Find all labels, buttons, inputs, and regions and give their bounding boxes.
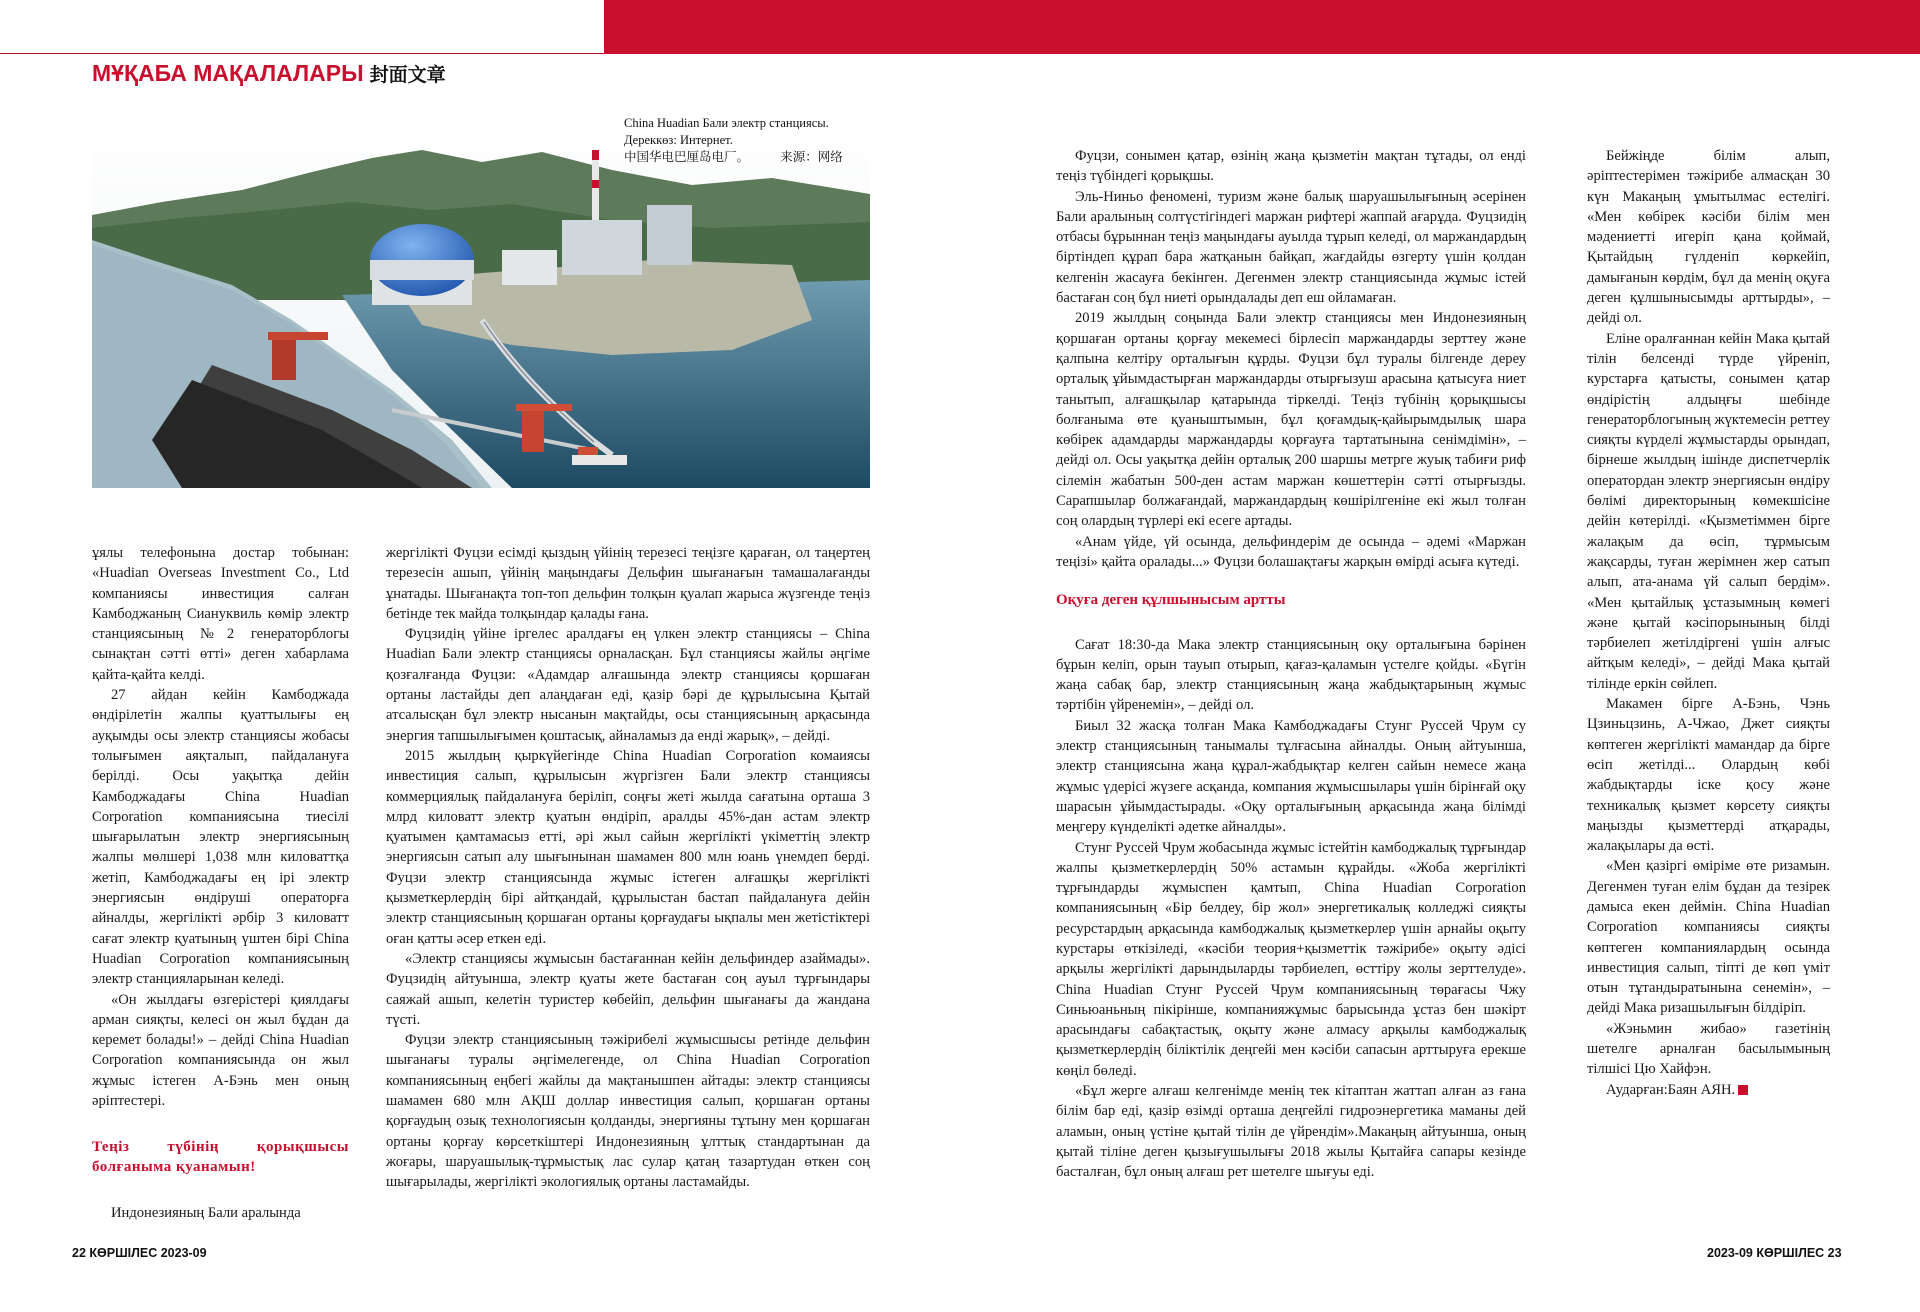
photo-caption: [624, 115, 843, 166]
col1-paragraph-2: 27 айдан кейін Камбоджада өндірілетін жалпы қуаттылығы ең ауқымды осы электр станциясы жобасы толығымен аяқталып, пайдалануға берілді. Осы уақытқа дейін Камбоджадағы China Huadian Corporation компаниясына тиесілі шығарылатын электр энергиясының жалпы мөлшері 1,038 млн киловаттқа жетіп, Камбоджадағы ең ірі электр энергиясын өндіруші операторға айналды, жергілікті әрбір 3 киловатт сағат электр қуатының үштен бірі China Huadian Corporation компаниясының электр станцияларынан келеді.: [92, 687, 349, 988]
article-column-1: [92, 543, 349, 1224]
power-station-illustration: [92, 110, 870, 488]
col3-paragraph-3: 2019 жылдың соңында Бали электр станциясы мен Индонезияның қоршаған ортаны қорғау мекемесі бірлесіп маржандарды зерттеу және қалпына келтіру орталығын құрды. Фуцзи бұл туралы білгенде дереу орталық ұйымдастырған маржандарды отырғызуш арасына қатысуға ниет танытып, алғашқылар қатарында тіркелді. Теңіз түбінің қорықшысы болғаныма өте қуаныштымын, бұл қоғамдық-қайырымдылық шара көбірек адамдарды маржандарды қорғауға тартатынына сенімдімін», – дейді ол. Осы уақытқа дейін орталық 200 шаршы метрге жуық табиғи риф сілемін жабатын 500-ден астам маржан көшеттерін сәтті отырғызды. Сарапшылар болжағандай, маржандардың көшірілгеніне екі жыл толған соң олардың түрлері екі есеге артады.: [1056, 310, 1526, 530]
section-title-text: МҰҚАБА МАҚАЛАЛАРЫ: [92, 60, 364, 86]
col3-subheading: Оқуға деген құлшынысым артты: [1056, 592, 1286, 609]
translator-name: Аударған:Баян АЯН.: [1605, 1081, 1736, 1098]
translator-credit: [1587, 1080, 1830, 1100]
col3-paragraph-1: Фуцзи, сонымен қатар, өзінің жаңа қызметін мақтан тұтады, ол енді теңіз түбіндегі қорықшы.: [1056, 148, 1526, 185]
col3-paragraph-8: «Бұл жерге алғаш келгенімде менің тек кітаптан жаттап алған аз ғана білім бар еді, қазір өзімді орташа деңгейлі гидроэнергетика маманы дей аламын, оның үстіне қытай тілін де үйрендім».Макаңың айтуынша, оның қытай тіліне деген қызығушылығы 2018 жылы Қытайға сапары кезінде басталған, бұл оның алғаш рет шетелге шығуы еді.: [1056, 1083, 1526, 1181]
folio-right: 2023-09 КӨРШІЛЕС 23: [1707, 1246, 1842, 1260]
article-column-3: [1056, 146, 1526, 1183]
col3-paragraph-4: «Анам үйде, үй осында, дельфиндерім де осында – әдемі «Маржан теңізі» қайта оралады...» Фуцзи болашақтағы жарқын өмірді асыға күтеді.: [1056, 533, 1526, 570]
article-column-4: [1587, 146, 1830, 1100]
col2-paragraph-2: Фуцзидің үйіне іргелес аралдағы ең үлкен электр станциясы – China Huadian Бали электр станциясы орналасқан. Бұл станциясы жайлы әңгіме қозғалғанда Фуцзи: «Адамдар алғашында электр станциясы қоршаған ортаны ластайды деп алаңдаған еді, қазір бәрі де құрылысына Қытай атсалысқан бұл электр нысанын мақтайды, осы станциясының арқасында энергия тапшылығымен қоштасық, айналамыз да енді жарық», – дейді.: [386, 626, 870, 744]
col4-paragraph-4: «Мен қазіргі өміріме өте ризамын. Дегенмен туған елім бұдан да тезірек дамыса екен деймін. China Huadian Corporation компаниясы сияқты көптеген компаниялардың осында инвестиция салып, тіпті де көп үміт отын тұтандыратынына сенемін», – дейді Мака ризашылығын білдіріп.: [1587, 858, 1830, 1017]
col4-paragraph-2: Еліне оралғаннан кейін Мака қытай тілін белсенді түрде үйреніп, курстарға қатысты, сонымен қатар өндірістің алдыңғы шебінде генераторблогының жүктемесін реттеу сияқты күрделі жұмыстарды орындап, бірнеше жылдың ішінде диспетчерлік оператордан электр энергиясын өндіру бөлімі директорының көмекшісіне дейін көтерілді. «Қызметіммен бірге жалақым да өсіп, тұрмысым жақсарды, туған жерімнен жер сатып алып, ата-анама үй салып бердім». «Мен қытайлық ұстазымның көмегі және қытай кәсіпорынының білді тәрбиелеп жетілдіргені үшін алғыс айтқым келеді», – дейді Мака қытай тілінде еркін сөйлеп.: [1587, 330, 1830, 692]
col3-paragraph-7: Стунг Руссей Чрум жобасында жұмыс істейтін камбоджалық тұрғындар жалпы қызметкерлердің 50% астамын құрайды. «Жоба жергілікті тұрғындарды жұмыспен қамтып, China Huadian Corporation компаниясының «Бір белдеу, бір жол» энергетикалық колледжі сияқты ресурстардың арқасында камбоджалық қызметкерлер үшін арнайы оқыту курстары өткізіледі, «кәсіби теория+қызметтік тәжірибе» оқыту әдісі арқылы жергілікті дарындыларды тәрбиелеп, өсттіру жолы зерттелуде». China Huadian Стунг Руссей Чрум компаниясының төрағасы Чжу Синьюаньның пікірінше, компанияжұмыс барысында ұстаз бен шәкірт арасындағы сабақтастық, оқыту және алмасу арқылы камбоджалық қызметкерлердің біліктілік деңгейі мен кәсіби сапасын арттыруға ерекше көңіл бөледі.: [1056, 839, 1526, 1079]
power-station-photo: [92, 110, 870, 488]
col1-paragraph-1: ұялы телефонына достар тобынан: «Huadian Overseas Investment Co., Ltd компаниясы инвестиция салған Камбоджаның Сиануквиль көмір электр станциясының №2 генераторблогы сынақтан сәтті өтті» деген хабарлама қайта-қайта келді.: [92, 545, 349, 683]
col3-paragraph-2: Эль-Ниньо феномені, туризм және балық шаруашылығының әсерінен Бали аралының солтүстігіндегі маржан рифтері жаппай ағарұда. Фуцзидің отбасы бұрыннан теңіз маңындағы ауылда тұрып келеді, ол маржандардың біртіндеп құрап бара жатқанын байқап, жағдайды өзгерту үшін қолдан келгенін жасауға бекінген. Дегенмен электр станциясында жұмыс істей бастаған соң бұл ниеті орындалады деп еш ойламаған.: [1056, 188, 1526, 307]
col1-subheading: Теңіз түбінің қорықшысы болғаныма қуанамын!: [92, 1139, 349, 1176]
col3-paragraph-6: Биыл 32 жасқа толған Мака Камбоджадағы Стунг Руссей Чрум су электр станциясының танымалы тұлғасына айналды. Оның айтуынша, электр станциясына жаңа құрал-жабдықтар келген сайын немесе жаңа жұмыс үдерісі жүзеге асқанда, компания жұмысшылары үшін бірінғай оқу шарасын ұйымдастырады. «Оқу орталығының арқасында жаңа білімді меңгеру күнделікті әдетке айналды».: [1056, 717, 1526, 836]
col3-paragraph-5: Сағат 18:30-да Мака электр станциясының оқу орталығына бәрінен бұрын келіп, орын тауып отырып, қағаз-қаламын үстелге қойды. «Бүгін жаңа сабақ бар, электр станциясының жаңа жабдықтарының жұмыс тәртібін үйренемін», – дейді ол.: [1056, 636, 1526, 714]
col1-paragraph-4: Индонезияның Бали аралында: [110, 1205, 301, 1222]
col2-paragraph-5: Фуцзи электр станциясының тәжірибелі жұмысшысы ретінде дельфин шығанағы туралы әңгімелегенде, ол China Huadian Corporation компаниясының еңбегі жайлы да мақтанышпен айтады: электр станциясы шамамен 680 млн АҚШ доллар инвестиция салып, қоршаған ортаны қорғаудың озық технологиясын қолданды, энергияны тұтыну мен қоршаған ортаны қорғау көрсеткіштері Индонезияның ұлттық стандартынан да жоғары, шаруашылық-тұрмыстық лас сулар қатаң тазартудан өткен соң шығарылады, жергілікті экологиялық ортаны ластамайды.: [386, 1032, 870, 1191]
end-mark-icon: [1738, 1085, 1748, 1095]
header-red-bar: [604, 0, 1920, 54]
col4-paragraph-3: Макамен бірге А-Бэнь, Чэнь Цзиньцзинь, А-Чжао, Джет сияқты көптеген жергілікті мамандар да бірге өсіп жетілді... Олардың көбі жабдықтарды іске қосу және техникалық қызмет көрсету сияқты маңызды қызметтерді атқарады, жалақылары да өсті.: [1587, 696, 1830, 855]
col4-paragraph-1: Бейжіңде білім алып, әріптестерімен тәжірибе алмасқан 30 күн Макаңың ұмытылмас естелігі. «Мен көбірек кәсіби білім мен мәдениетті игеріп қана қоймай, Қытайдың гүлденіп көркейіп, дамығанын көрдім, бұл да менің оқуға деген құлшынысымды арттырды», – дейді ол.: [1587, 148, 1830, 327]
caption-line1: China Huadian Бали электр станциясы.: [624, 116, 829, 130]
section-title-cn: 封面文章: [369, 65, 446, 86]
caption-cn: 中国华电巴厘岛电厂。 来源：网络: [624, 150, 843, 164]
section-title: [92, 60, 446, 87]
folio-left: 22 КӨРШІЛЕС 2023-09: [72, 1246, 207, 1260]
article-column-2: [386, 543, 870, 1193]
col1-paragraph-3: «Он жылдағы өзгерістері қиялдағы арман сияқты, келесі он жыл бұдан да керемет болады!» – дейді China Huadian Corporation компаниясында он жыл жұмыс істеген А-Бэнь мен оның әріптестері.: [92, 991, 349, 1110]
caption-line2: Дереккөз: Интернет.: [624, 133, 733, 147]
col4-paragraph-5: «Жэньмин жибао» газетінің шетелге арналған басылымының тілшісі Цю Хайфэн.: [1587, 1020, 1830, 1078]
col2-paragraph-4: «Электр станциясы жұмысын бастағаннан кейін дельфиндер азаймады». Фуцзидің айтуынша, электр қуаты жете бастаған соң ауыл тұрғындары саяжай ашып, келетін туристер көбейіп, дельфин шығанағы да жандана түсті.: [386, 950, 870, 1028]
col2-paragraph-1: жергілікті Фуцзи есімді қыздың үйінің терезесі теңізге қараған, ол таңертең терезесін ашып, үйінің маңындағы Дельфин шығанағын тамашалағанды ұнатады. Шығанақта топ-топ дельфин толқын қуалап жарыса жүзгенде теңіз бетінде тек майда толқындар қалады ғана.: [386, 545, 870, 622]
header-rule: [0, 53, 604, 54]
col2-paragraph-3: 2015 жылдың қыркүйегінде China Huadian Corporation комаиясы инвестиция салып, құрылысын жүргізген Бали электр станциясы коммерциялық пайдалануға беріліп, соңғы жеті жылда сағатына орташа 3 млрд киловатт электр қуатын өндіріп, аралды 45%-дан астам электр қуатымен қамтамасыз етті, әрі жыл сайын жергілікті үкіметтің электр энергиясын сатып алу шығынынан шамамен 800 млн юань үнемдеп берді. Фуцзи электр станциясында жұмыс істеген алғашқы жергілікті қызметкерлердің бірі айтқандай, құрылыстан бастап пайдалануға дейін электр станциясының қоршаған ортаны қорғаудағы ықпалы мен жетістіктері оған қатты әсер еткен еді.: [386, 747, 870, 947]
